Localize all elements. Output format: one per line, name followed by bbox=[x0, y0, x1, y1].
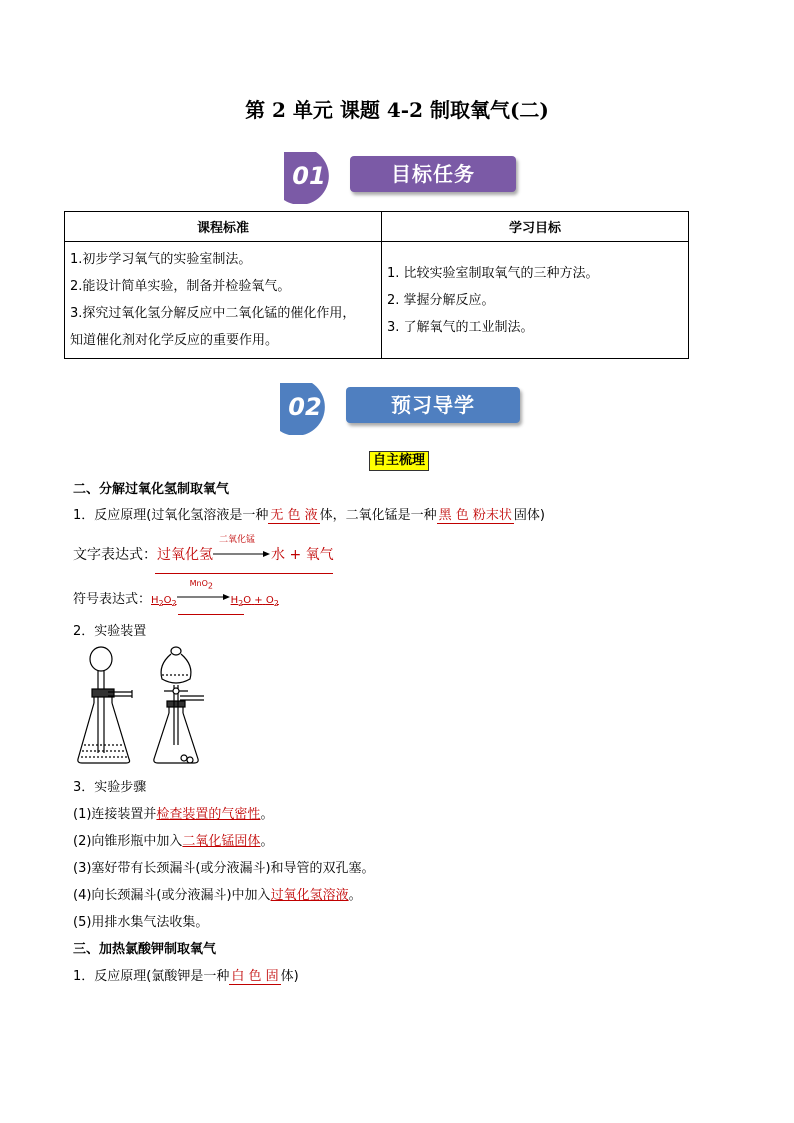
objective-line: 2. 掌握分解反应。 bbox=[387, 292, 495, 308]
equation-reactant: $H_2O_2$ bbox=[151, 595, 177, 608]
word-equation bbox=[73, 535, 334, 564]
section-heading: 三、加热氯酸钾制取氧气 bbox=[73, 942, 217, 957]
answer-blank: 检查装置的气密性 bbox=[156, 807, 261, 822]
answer-blank: 无 色 液 bbox=[270, 508, 318, 523]
equation-reactant: 过氧化氢 bbox=[157, 547, 213, 563]
section-banner-goals bbox=[276, 148, 520, 204]
section-number: 01 bbox=[292, 162, 326, 190]
goals-table bbox=[64, 211, 689, 359]
answer-blank: 过氧化氢溶液 bbox=[270, 888, 349, 903]
text: 体，二氧化锰是一种 bbox=[319, 508, 437, 523]
table-header-objectives: 学习目标 bbox=[382, 212, 689, 242]
section-label: 目标任务 bbox=[350, 156, 516, 192]
step-item: (2)向锥形瓶中加入二氧化锰固体。 bbox=[73, 834, 274, 849]
catalyst-label: 二氧化锰 bbox=[219, 535, 256, 545]
table-cell-standard bbox=[65, 242, 382, 359]
equation-products: $H_2O + O_2$ bbox=[230, 595, 279, 608]
equation-label: 文字表达式： bbox=[73, 547, 157, 563]
section-number-badge bbox=[276, 148, 342, 204]
reaction-arrow bbox=[177, 579, 231, 603]
flask-separatory-funnel-icon bbox=[154, 647, 204, 763]
answer-blank: 黑 色 粉末状 bbox=[438, 508, 512, 523]
equation-products: 水 + 氧气 bbox=[271, 547, 334, 563]
standard-line: 3.探究过氧化氢分解反应中二氧化锰的催化作用， bbox=[70, 306, 356, 321]
self-study-tag: 自主梳理 bbox=[369, 451, 429, 471]
objective-line: 1. 比较实验室制取氧气的三种方法。 bbox=[387, 265, 599, 281]
standard-line: 知道催化剂对化学反应的重要作用。 bbox=[70, 333, 279, 348]
objective-line: 3. 了解氧气的工业制法。 bbox=[387, 319, 534, 335]
text: 体) bbox=[280, 969, 299, 984]
reaction-principle bbox=[73, 507, 545, 525]
standard-line: 2.能设计简单实验，制备并检验氧气。 bbox=[70, 279, 291, 294]
step-item: (4)向长颈漏斗(或分液漏斗)中加入过氧化氢溶液。 bbox=[73, 888, 362, 903]
standard-line: 1.初步学习氧气的实验室制法。 bbox=[70, 252, 252, 267]
catalyst-label: MnO$_2$ bbox=[189, 579, 213, 591]
equation-label: 符号表达式： bbox=[73, 592, 152, 607]
section-heading: 二、分解过氧化氢制取氧气 bbox=[73, 482, 230, 497]
reaction-principle bbox=[73, 968, 299, 986]
page-title: 第 2 单元 课题 4-2 制取氧气(二) bbox=[245, 98, 549, 122]
text: 1．反应原理(过氧化氢溶液是一种 bbox=[73, 508, 269, 523]
answer-blank: 二氧化锰固体 bbox=[182, 834, 261, 849]
text: 1．反应原理(氯酸钾是一种 bbox=[73, 969, 230, 984]
section-number-badge bbox=[272, 379, 338, 435]
answer-underline bbox=[178, 614, 244, 615]
apparatus-heading: 2．实验装置 bbox=[73, 624, 147, 639]
answer-blank: 白 色 固 bbox=[231, 969, 279, 984]
answer-underline bbox=[155, 573, 333, 574]
section-number: 02 bbox=[288, 393, 322, 421]
steps-heading: 3．实验步骤 bbox=[73, 780, 147, 795]
step-item: (3)塞好带有长颈漏斗(或分液漏斗)和导管的双孔塞。 bbox=[73, 861, 375, 876]
flask-long-neck-funnel-icon bbox=[78, 647, 132, 763]
table-header-standard: 课程标准 bbox=[65, 212, 382, 242]
reaction-arrow bbox=[213, 535, 271, 559]
apparatus-illustration bbox=[76, 645, 216, 769]
step-item: (1)连接装置并检查装置的气密性。 bbox=[73, 807, 274, 822]
section-banner-preview bbox=[272, 379, 524, 435]
step-item: (5)用排水集气法收集。 bbox=[73, 915, 209, 930]
section-label: 预习导学 bbox=[346, 387, 520, 423]
text: 固体) bbox=[513, 508, 545, 523]
symbol-equation bbox=[73, 579, 279, 613]
table-cell-objectives bbox=[382, 242, 689, 359]
